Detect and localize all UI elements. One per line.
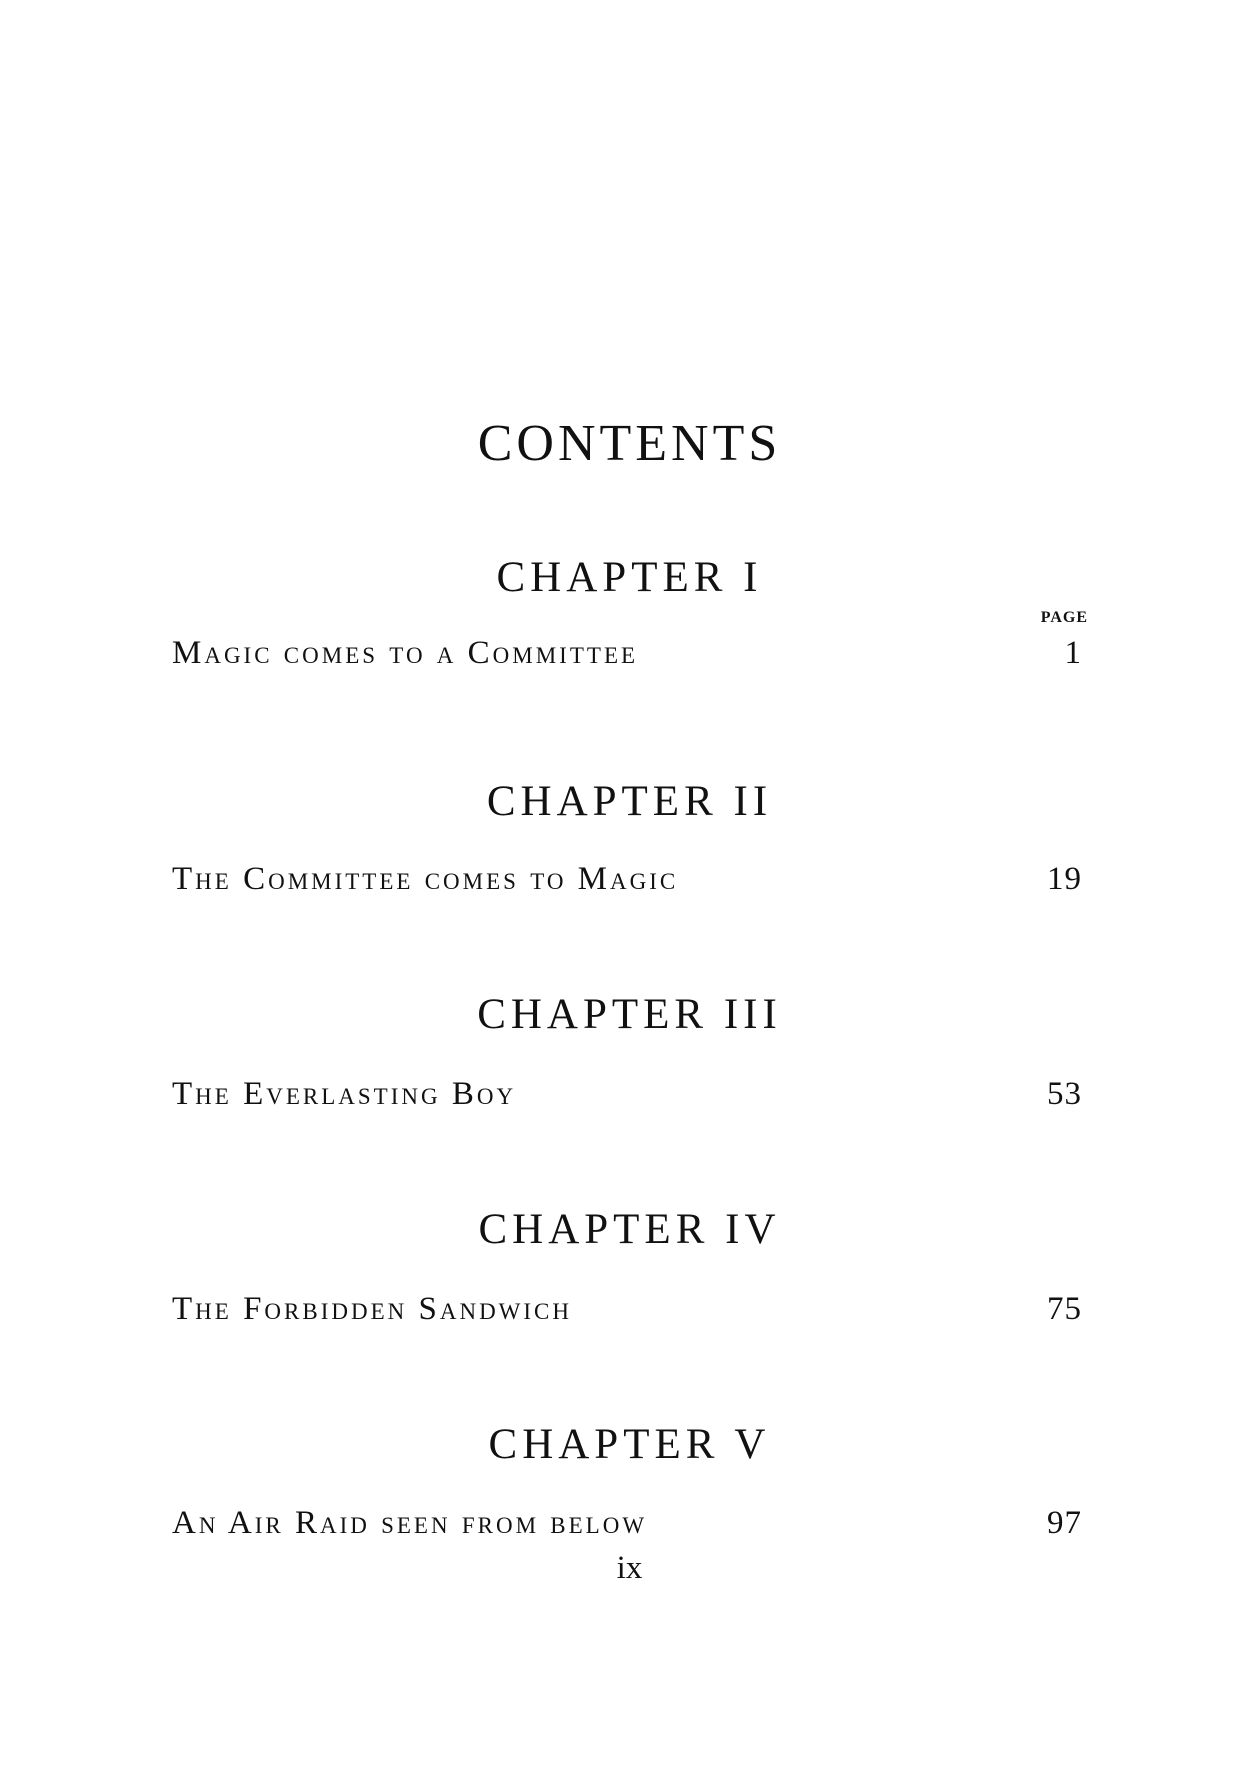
- chapter-heading: CHAPTER II: [486, 778, 773, 825]
- page-number: ix: [616, 1550, 643, 1586]
- page-title: CONTENTS: [477, 415, 782, 472]
- toc-entry-page: 75: [1047, 1291, 1082, 1327]
- toc-entry-page: 53: [1047, 1076, 1082, 1112]
- toc-entry[interactable]: [172, 1286, 1082, 1326]
- toc-entry-title: The Everlasting Boy: [172, 1076, 517, 1112]
- chapter-heading: CHAPTER IV: [478, 1206, 781, 1253]
- chapter-heading: CHAPTER I: [496, 554, 763, 601]
- toc-entry-title: The Forbidden Sandwich: [172, 1291, 573, 1327]
- toc-entry[interactable]: [172, 630, 1082, 670]
- chapter-heading: CHAPTER V: [488, 1421, 771, 1468]
- chapter-heading: CHAPTER III: [477, 991, 782, 1038]
- toc-entry-title: The Committee comes to Magic: [172, 861, 679, 897]
- toc-entry[interactable]: [172, 1071, 1082, 1111]
- toc-entry-page: 1: [1064, 635, 1082, 671]
- toc-entry[interactable]: [172, 1500, 1082, 1540]
- toc-entry-page: 19: [1047, 861, 1082, 897]
- toc-entry-title: Magic comes to a Committee: [172, 635, 639, 671]
- toc-entry[interactable]: [172, 856, 1082, 896]
- page-column-label: PAGE: [1040, 609, 1088, 626]
- toc-entry-title: An Air Raid seen from below: [172, 1505, 648, 1541]
- toc-entry-page: 97: [1047, 1505, 1082, 1541]
